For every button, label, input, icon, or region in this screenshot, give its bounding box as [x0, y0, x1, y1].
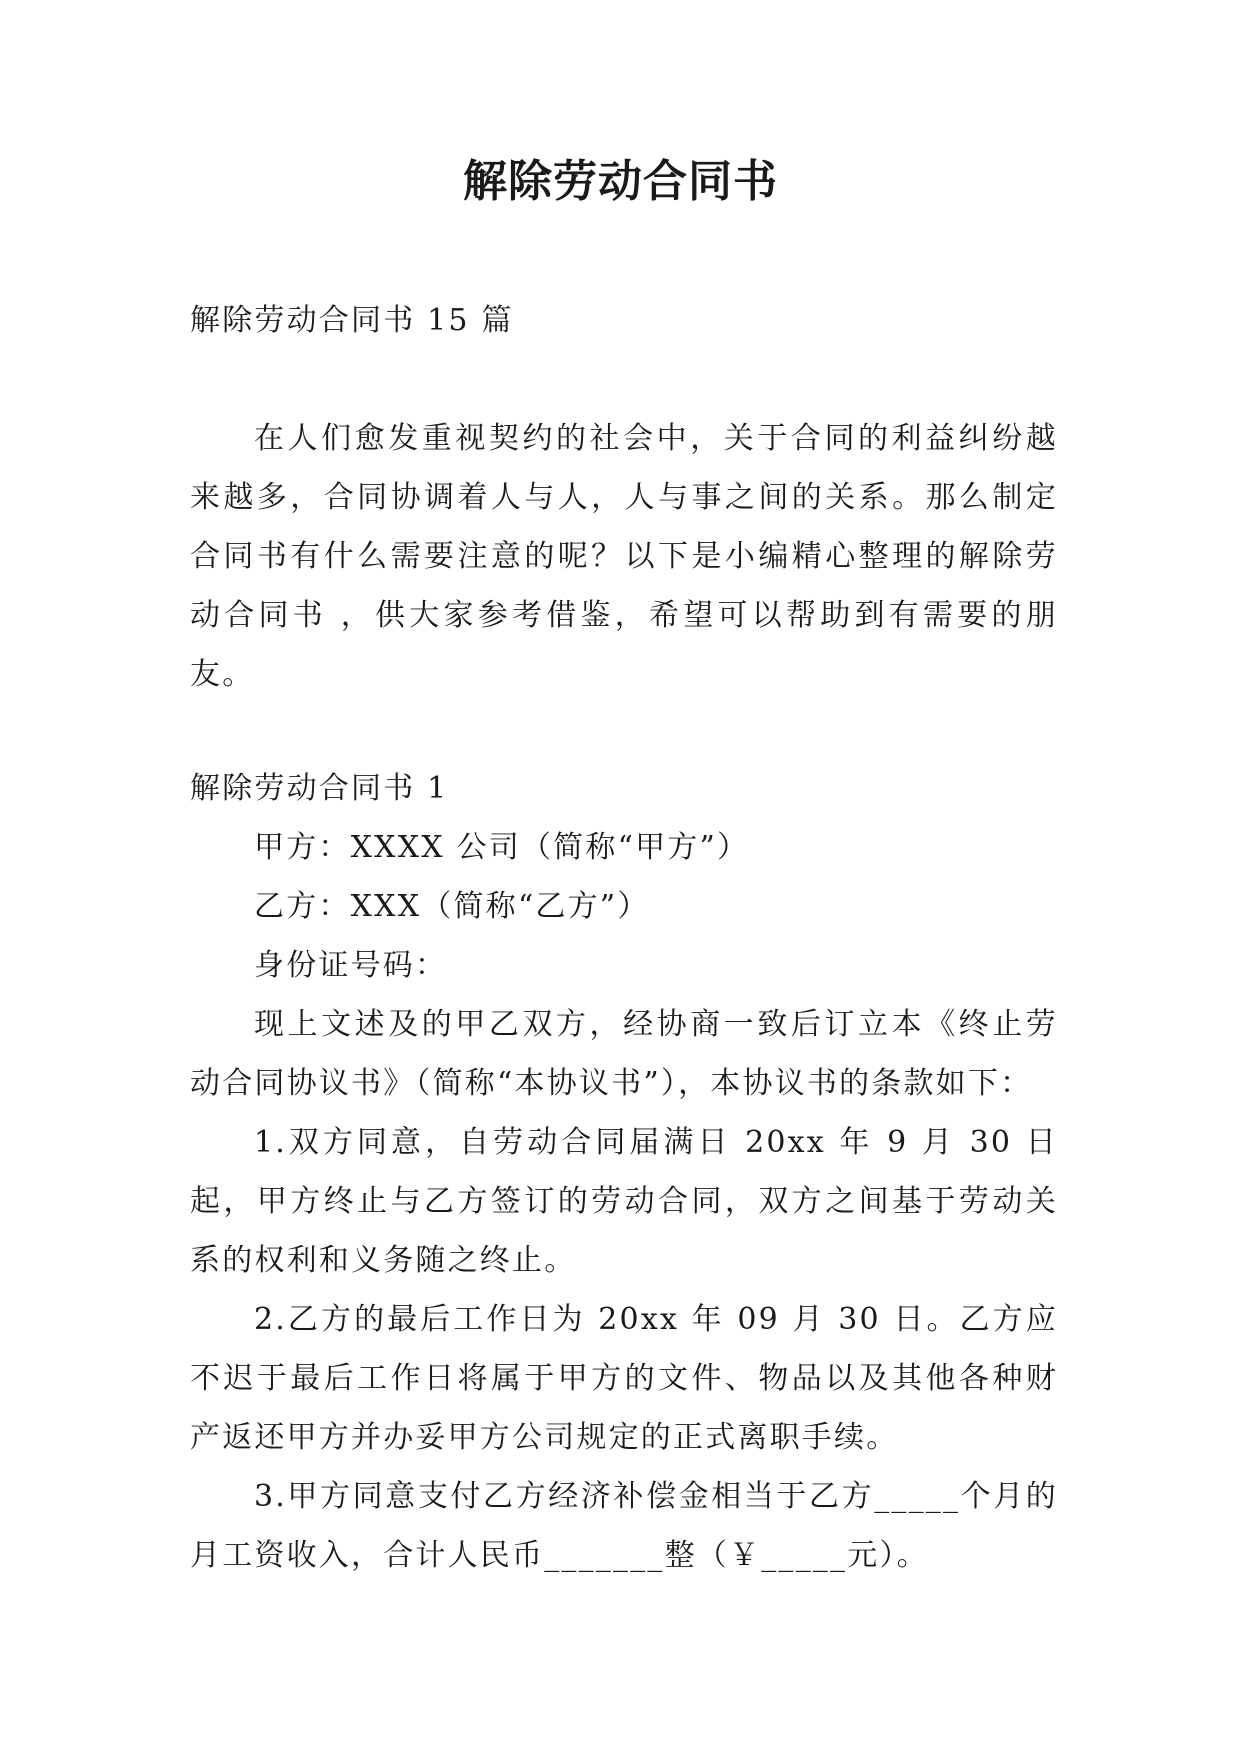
- section-1: [190, 759, 1058, 1585]
- clause-2: 2.乙方的最后工作日为 20xx 年 09 月 30 日。乙方应不迟于最后工作日将属于甲方的文件、物品以及其他各种财产返还甲方并办妥甲方公司规定的正式离职手续。: [190, 1302, 1058, 1455]
- id-number-line: 身份证号码：: [254, 948, 448, 983]
- document-title: 解除劳动合同书: [463, 156, 778, 207]
- intro-paragraph-block: [190, 409, 1058, 704]
- intro-paragraph: 在人们愈发重视契约的社会中，关于合同的利益纠纷越来越多，合同协调着人与人，人与事之间的关系。那么制定合同书有什么需要注意的呢？以下是小编精心整理的解除劳动合同书 ，供大家参考借鉴，希望可以帮助到有需要的朋友。: [190, 421, 1058, 692]
- party-b-line: 乙方：XXX（简称“乙方”）: [254, 889, 650, 924]
- clause-3: 3.甲方同意支付乙方经济补偿金相当于乙方_____个月的月工资收入，合计人民币_______整（￥_____元）。: [190, 1479, 1058, 1573]
- subtitle-text: 解除劳动合同书 15 篇: [190, 303, 514, 338]
- party-a-line: 甲方：XXXX 公司（简称“甲方”）: [254, 830, 750, 865]
- clause-1: 1.双方同意，自劳动合同届满日 20xx 年 9 月 30 日起，甲方终止与乙方签订的劳动合同，双方之间基于劳动关系的权利和义务随之终止。: [190, 1125, 1058, 1278]
- document-subtitle: [190, 291, 1058, 350]
- section-heading: 解除劳动合同书 1: [190, 771, 449, 806]
- preamble-paragraph: 现上文述及的甲乙双方，经协商一致后订立本《终止劳动合同协议书》（简称“本协议书”），本协议书的条款如下：: [190, 1007, 1058, 1101]
